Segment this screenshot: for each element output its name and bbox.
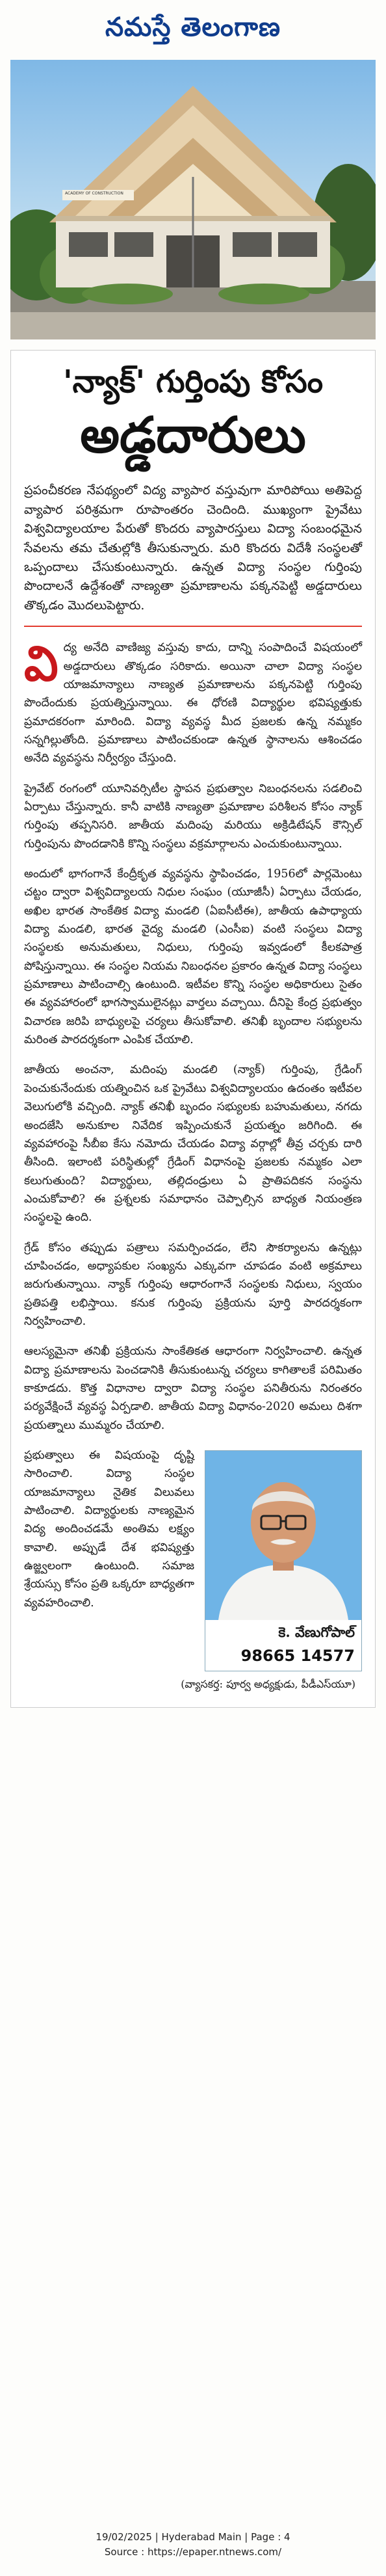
masthead-title: నమస్తే తెలంగాణ <box>105 11 281 42</box>
footer-date-edition: 19/02/2025 | Hyderabad Main | Page : 4 <box>96 2531 290 2543</box>
building-sign-text: ACADEMY OF CONSTRUCTION <box>65 191 123 196</box>
page-footer <box>0 2530 386 2559</box>
article-body <box>10 350 376 1708</box>
paragraph-7: ప్రభుత్వాలు ఈ విషయంపై దృష్టి సారించాలి. విద్యా సంస్థల యాజమాన్యాలు నైతిక విలువలు పాటించాలి. విద్యార్థులకు నాణ్యమైన విద్య అందించడమే అంతిమ లక్ష్యం కావాలి. అప్పుడే దేశ భవిష్యత్తు ఉజ్జ్వలంగా ఉంటుంది. సమాజ శ్రేయస్సు కోసం ప్రతి ఒక్కరూ బాధ్యతగా వ్యవహరించాలి. <box>24 1449 194 1610</box>
masthead <box>10 0 376 60</box>
paragraph-2: ప్రైవేట్ రంగంలో యూనివర్సిటీల స్థాపన ప్రభుత్వాల నిబంధనలను సడలించి ఏర్పాటు చేస్తున్నారు. కానీ వాటికి నాణ్యతా ప్రమాణాల పరిశీలన కోసం న్యాక్ గుర్తింపు తప్పనిసరి. జాతీయ మదింపు మరియు అక్రిడిటేషన్ కౌన్సిల్ గుర్తింపును పొందడానికి కొన్ని సంస్థలు వక్రమార్గాలను ఎంచుకుంటున్నాయి. <box>24 782 362 851</box>
intro-paragraph: ప్రపంచీకరణ నేపథ్యంలో విద్య వ్యాపార వస్తువుగా మారిపోయి అతిపెద్ద వ్యాపార పరిశ్రమగా రూపాంతరం చెందింది. ముఖ్యంగా ప్రైవేటు విశ్వవిద్యాలయాల పేరుతో కొందరు వ్యాపారస్తులు విద్యా సంబంధమైన సేవలను తమ చేతుల్లోకి తీసుకున్నారు. మరి కొందరు విదేశీ సంస్థలతో ఒప్పందాలు చేసుకుంటున్నారు. ఉన్నత విద్యా సంస్థల గుర్తింపు పొందాలనే ఉద్దేశంతో నాణ్యతా ప్రమాణాలను పక్కనపెట్టి అడ్డదారులు తొక్కడం మొదలుపెట్టారు. <box>24 483 362 613</box>
paragraph-1-text: ద్య అనేది వాణిజ్య వస్తువు కాదు, దాన్ని సంపాదించే విషయంలో అడ్డదారులు తొక్కడం సరికాదు. అయినా చాలా విద్యా సంస్థల యాజమాన్యాలు నాణ్యత ప్రమాణాలను పక్కనపెట్టి గుర్తింపు పొందేందుకు ప్రయత్నిస్తున్నాయి. ఈ ధోరణి విద్యార్థుల భవిష్యత్తుకు ప్రమాదకరంగా మారింది. విద్యా వ్యవస్థ మీద ప్రజలకు ఉన్న నమ్మకం సన్నగిల్లుతోంది. ప్రమాణాలు పాటించకుండా ఉన్నత స్థానాలను ఆశించడం అనేది వ్యవస్థను నిర్వీర్యం చేస్తుంది. <box>24 641 362 765</box>
author-photo <box>205 1450 362 1671</box>
paragraph-5: గ్రేడ్ కోసం తప్పుడు పత్రాలు సమర్పించడం, లేని సౌకర్యాలను ఉన్నట్లు చూపించడం, అధ్యాపకుల సంఖ్యను ఎక్కువగా చూపడం వంటి అక్రమాలు జరుగుతున్నాయి. న్యాక్ గుర్తింపు ఆధారంగానే సంస్థలకు నిధులు, స్వయం ప్రతిపత్తి లభిస్తాయి. కనుక గుర్తింపు ప్రక్రియను పూర్తి పారదర్శకంగా నిర్వహించాలి. <box>24 1241 362 1328</box>
author-name: కె. వేణుగోపాల్ <box>278 1624 355 1640</box>
headline-line-2: అడ్డదారులు <box>80 406 306 464</box>
author-signoff: (వ్యాసకర్త: పూర్వ అధ్యక్షుడు, పీడీఎస్‌యూ) <box>181 1678 355 1690</box>
headline-line-1: 'న్యాక్' గుర్తింపు కోసం <box>62 364 324 400</box>
building-photo <box>10 60 376 339</box>
author-caption <box>205 1620 361 1671</box>
author-phone: 98665 14577 <box>240 1647 355 1665</box>
footer-source: Source : https://epaper.ntnews.com/ <box>104 2545 282 2558</box>
paragraph-4: జాతీయ అంచనా, మదింపు మండలి (న్యాక్) గుర్తింపు, గ్రేడింగ్ పెంచుకునేందుకు యత్నించిన ఒక ప్రైవేటు విశ్వవిద్యాలయం ఉదంతం ఇటీవల వెలుగులోకి వచ్చింది. న్యాక్ తనిఖీ బృందం సభ్యులకు బహుమతులు, నగదు అందజేసి అనుకూల నివేదిక ఇప్పించుకునే ప్రయత్నం జరిగింది. ఈ వ్యవహారంపై సీబీఐ కేసు నమోదు చేయడం విద్యా వర్గాల్లో తీవ్ర చర్చకు దారి తీసింది. ఇలాంటి పరిస్థితుల్లో గ్రేడింగ్ విధానంపై ప్రజలకు నమ్మకం ఎలా కలుగుతుంది? విద్యార్థులు, తల్లిదండ్రులు ఏ ప్రాతిపదికన సంస్థను ఎంచుకోవాలి? ఈ ప్రశ్నలకు సమాధానం చెప్పాల్సిన బాధ్యత నియంత్రణ సంస్థలపై ఉంది. <box>24 1063 362 1225</box>
building-illustration <box>10 60 376 339</box>
dropcap-letter: వి <box>24 636 58 693</box>
paragraph-3: అందులో భాగంగానే కేంద్రీకృత వ్యవస్థను స్థాపించడం, 1956లో పార్లమెంటు చట్టం ద్వారా విశ్వవిద్యాలయ నిధుల సంఘం (యూజీసీ) ఏర్పాటు చేయడం, అఖిల భారత సాంకేతిక విద్యా మండలి (ఏఐసీటీఈ), జాతీయ ఉపాధ్యాయ విద్యా మండలి, భారత వైద్య మండలి (ఎంసీఐ) వంటి సంస్థలు విద్యా సంస్థలకు అనుమతులు, నిధులు, గుర్తింపు ఇవ్వడంలో కీలకపాత్ర పోషిస్తున్నాయి. ఈ సంస్థల నియమ నిబంధనల ప్రకారం ఉన్నత విద్యా సంస్థలు ప్రమాణాలు పాటించాల్సి ఉంటుంది. ఇటీవల కొన్ని సంస్థల అధికారులు సైతం ఈ వ్యవహారంలో భాగస్వాములైనట్లు వార్తలు వచ్చాయి. దీనిపై కేంద్ర ప్రభుత్వం విచారణ జరిపి బాధ్యులపై చర్యలు తీసుకోవాలి. తనిఖీ బృందాల సభ్యులను మరింత పారదర్శకంగా ఎంపిక చేయాలి. <box>24 868 362 1047</box>
paragraph-6: ఆలస్యమైనా తనిఖీ ప్రక్రియను సాంకేతికత ఆధారంగా నిర్వహించాలి. ఉన్నత విద్యా ప్రమాణాలను పెంచడానికి తీసుకుంటున్న చర్యలు కాగితాలకే పరిమితం కాకూడదు. కొత్త విధానాల ద్వారా విద్యా సంస్థల పనితీరును నిరంతరం పర్యవేక్షించే వ్యవస్థ ఏర్పడాలి. జాతీయ విద్యా విధానం-2020 అమలు దిశగా ప్రయత్నాలు ముమ్మరం చేయాలి. <box>24 1345 362 1432</box>
paragraph-1 <box>24 636 362 767</box>
divider-rule <box>24 626 362 627</box>
author-portrait <box>205 1451 361 1620</box>
